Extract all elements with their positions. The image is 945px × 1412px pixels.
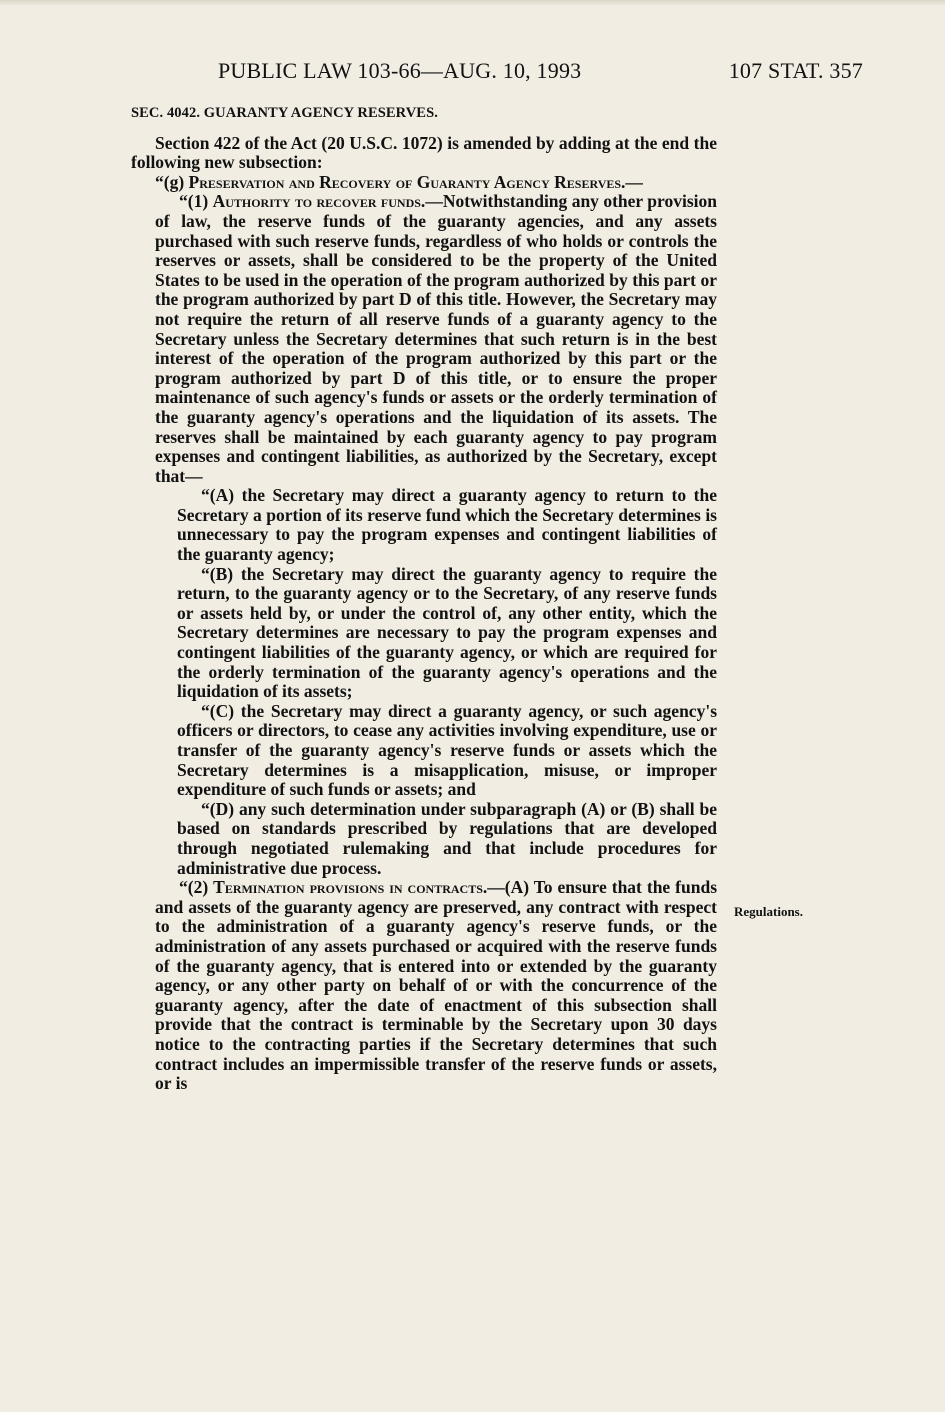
paragraph-1-prefix: “(1) bbox=[179, 191, 213, 212]
paragraph-1 bbox=[155, 192, 717, 486]
paragraph-2-block bbox=[131, 878, 717, 1094]
subparagraph-a: “(A) the Secretary may direct a guaranty agency to return to the Secretary a portion of its reserve fund which the Secretary determines is unnecessary to pay the program expenses and contingent liabilities of the guaranty agency; bbox=[177, 485, 717, 565]
margin-note-regulations: Regulations. bbox=[734, 904, 803, 919]
subparagraph-d: “(D) any such determination under subparagraph (A) or (B) shall be based on standards prescribed by regulations that are developed through negotiated rulemaking and that include procedures for administrative due process. bbox=[177, 798, 717, 878]
document-body bbox=[131, 104, 717, 1094]
paragraph-2-prefix: “(2) bbox=[179, 877, 214, 898]
paragraph-2-caption: Termination provisions in contracts. bbox=[213, 877, 488, 898]
subsection-g-caption: Preservation and Recovery of Guaranty Agency Reserves.— bbox=[188, 171, 643, 192]
subsection-g-heading bbox=[131, 173, 717, 193]
subparagraph-c: “(C) the Secretary may direct a guaranty agency, or such agency's officers or directors, to cease any activities involving expenditure, use or transfer of the guaranty agency's reserve funds or assets which the Secretary determines is a misapplication, misuse, or improper expenditure of such funds or assets; and bbox=[177, 700, 717, 800]
paragraph-1-block bbox=[131, 192, 717, 486]
intro-paragraph: Section 422 of the Act (20 U.S.C. 1072) is amended by adding at the end the following new subsection: bbox=[131, 132, 717, 173]
header-title: PUBLIC LAW 103-66—AUG. 10, 1993 bbox=[218, 58, 582, 83]
paragraph-2 bbox=[155, 878, 717, 1094]
subparagraph-b: “(B) the Secretary may direct the guaranty agency to require the return, to the guaranty agency or to the Secretary, of any reserve funds or assets held by, or under the control of, any other entity, which the Secretary determines are necessary to pay the program expenses and contingent liabilities of the guaranty agency, or which are required for the orderly termination of the guaranty agency's operations and the liquidation of its assets; bbox=[177, 563, 717, 702]
subparagraphs-block bbox=[131, 486, 717, 878]
page-header bbox=[218, 58, 863, 88]
paragraph-1-caption: Authority to recover funds. bbox=[212, 191, 426, 212]
subsection-g-prefix: “(g) bbox=[155, 171, 189, 192]
section-heading: SEC. 4042. GUARANTY AGENCY RESERVES. bbox=[131, 105, 438, 121]
paragraph-1-text: —Notwithstanding any other provision of law, the reserve funds of the guaranty agencies, and any assets purchased with such reserve funds, regardless of who holds or controls the reserves or assets, shall be considered to be the property of the United States to be used in the operation of the program authorized by this part or the program authorized by part D of this title. However, the Secretary may not require the return of all reserve funds of a guaranty agency to the Secretary unless the Secretary determines that such return is in the best interest of the operation of the program authorized by this part or the program authorized by part D of this title, or to ensure the proper maintenance of such agency's funds or assets or the orderly termination of the guaranty agency's operations and the liquidation of its assets. The reserves shall be maintained by each guaranty agency to pay program expenses and contingent liabilities, as authorized by the Secretary, except that— bbox=[155, 191, 717, 486]
scan-edge bbox=[0, 0, 945, 6]
header-stat: 107 STAT. 357 bbox=[728, 58, 863, 83]
paragraph-2-text: —(A) To ensure that the funds and assets of the guaranty agency are preserved, any contract with respect to the administration of a guaranty agency's reserve funds, or the administration of any assets purchased or acquired with the reserve funds of the guaranty agency, that is entered into or extended by the guaranty agency, or any other party on behalf of or with the concurrence of the guaranty agency, after the date of enactment of this subsection shall provide that the contract is terminable by the Secretary upon 30 days notice to the contracting parties if the Secretary determines that such contract includes an impermissible transfer of the reserve funds or assets, or is bbox=[155, 877, 718, 1094]
